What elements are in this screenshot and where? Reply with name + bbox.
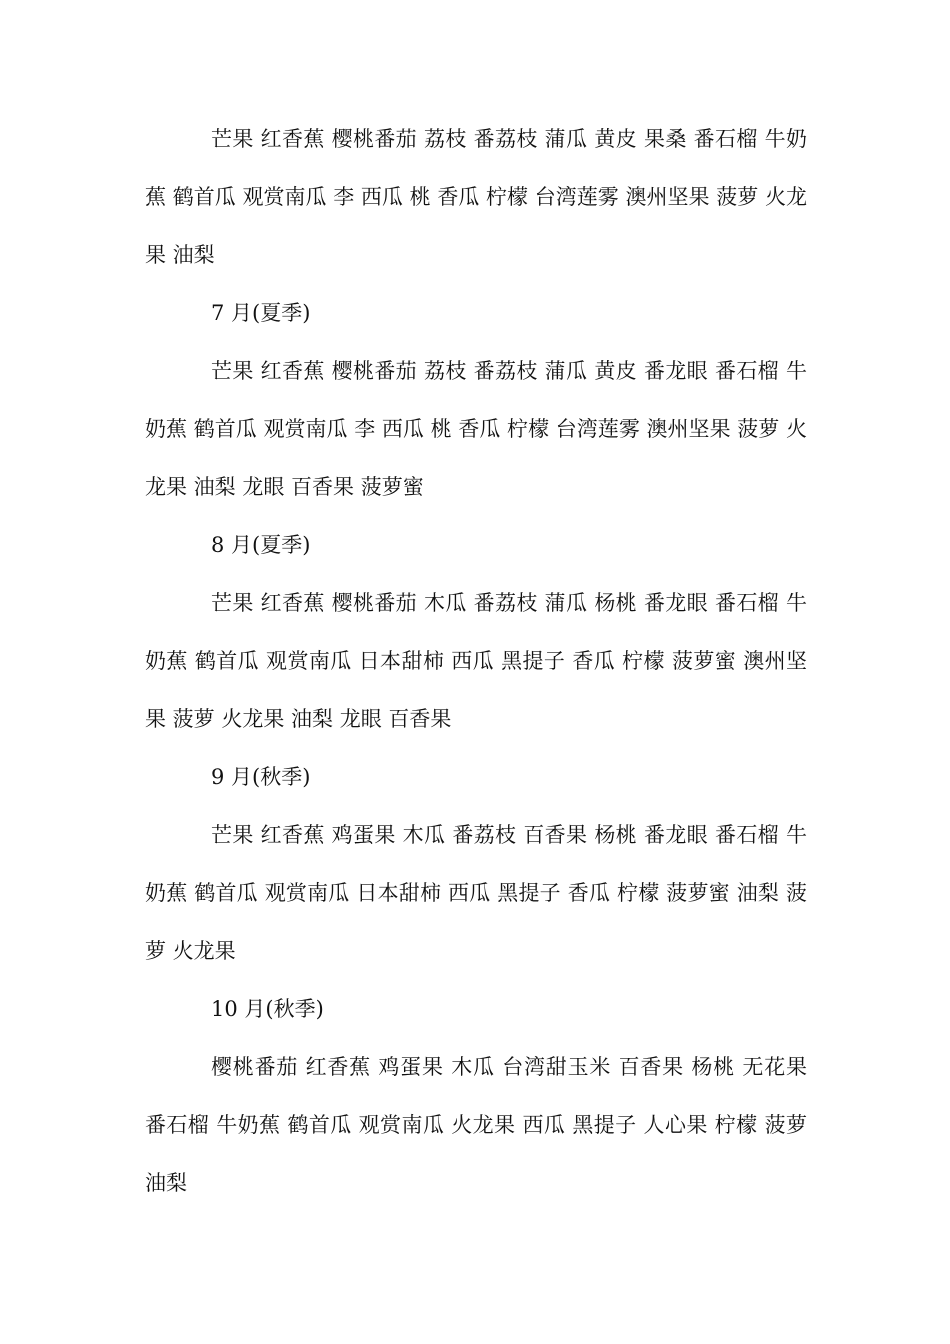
fruit-list-paragraph: 芒果 红香蕉 樱桃番茄 木瓜 番荔枝 蒲瓜 杨桃 番龙眼 番石榴 牛奶蕉 鹤首瓜 观赏南瓜 日本甜柿 西瓜 黑提子 香瓜 柠檬 菠萝蜜 澳州坚果 菠萝 火龙果 油梨 龙眼 百香果 [145, 591, 807, 731]
month-heading-july: 7 月(夏季) [211, 301, 311, 325]
month-heading-september: 9 月(秋季) [211, 765, 311, 789]
document-body [145, 110, 807, 1212]
fruit-list-paragraph: 芒果 红香蕉 鸡蛋果 木瓜 番荔枝 百香果 杨桃 番龙眼 番石榴 牛奶蕉 鹤首瓜 观赏南瓜 日本甜柿 西瓜 黑提子 香瓜 柠檬 菠萝蜜 油梨 菠萝 火龙果 [145, 823, 807, 963]
fruit-list-paragraph: 芒果 红香蕉 樱桃番茄 荔枝 番荔枝 蒲瓜 黄皮 果桑 番石榴 牛奶蕉 鹤首瓜 观赏南瓜 李 西瓜 桃 香瓜 柠檬 台湾莲雾 澳州坚果 菠萝 火龙果 油梨 [145, 127, 807, 267]
month-heading-august: 8 月(夏季) [211, 533, 311, 557]
fruit-list-paragraph: 芒果 红香蕉 樱桃番茄 荔枝 番荔枝 蒲瓜 黄皮 番龙眼 番石榴 牛奶蕉 鹤首瓜 观赏南瓜 李 西瓜 桃 香瓜 柠檬 台湾莲雾 澳州坚果 菠萝 火龙果 油梨 龙眼 百香果 菠萝蜜 [145, 359, 807, 499]
month-heading-october: 10 月(秋季) [211, 997, 324, 1021]
fruit-list-paragraph: 樱桃番茄 红香蕉 鸡蛋果 木瓜 台湾甜玉米 百香果 杨桃 无花果 番石榴 牛奶蕉 鹤首瓜 观赏南瓜 火龙果 西瓜 黑提子 人心果 柠檬 菠萝 油梨 [145, 1055, 807, 1195]
